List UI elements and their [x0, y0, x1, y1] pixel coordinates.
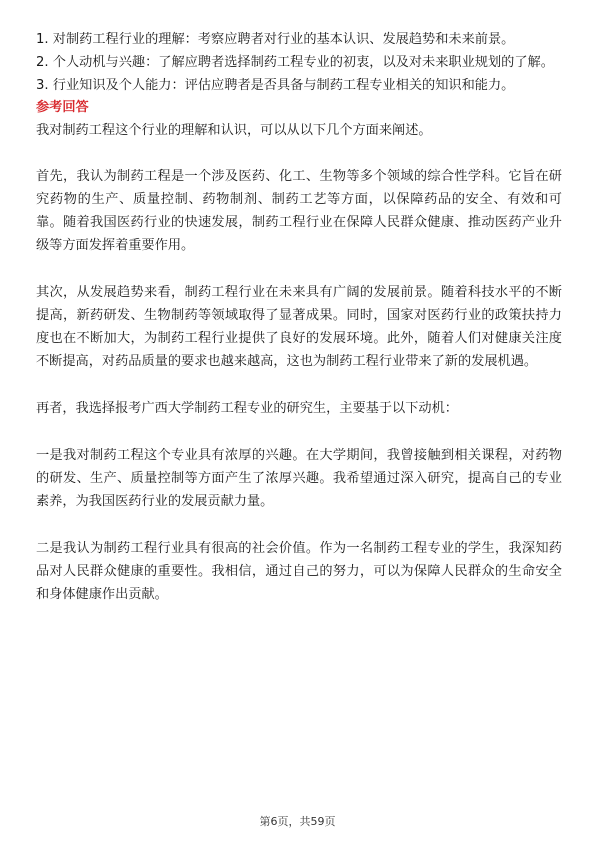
answer-paragraph-interest: 一是我对制药工程这个专业具有浓厚的兴趣。在大学期间，我曾接触到相关课程，对药物的研发、生产、质量控制等方面产生了浓厚兴趣。我希望通过深入研究，提高自己的专业素养，为我国医药行业的发展贡献力量。 — [36, 448, 562, 509]
paragraph-spacer — [36, 142, 562, 165]
reference-answer-heading: 参考回答 — [36, 100, 89, 115]
paragraph-spacer — [36, 420, 562, 444]
criterion-item: 1. 对制药工程行业的理解：考察应聘者对行业的基本认识、发展趋势和未来前景。 — [36, 32, 515, 47]
answer-paragraph-development-trend: 其次，从发展趋势来看，制药工程行业在未来具有广阔的发展前景。随着科技水平的不断提高，新药研发、生物制药等领域取得了显著成果。同时，国家对医药行业的政策扶持力度也在不断加大，为制药工程行业提供了良好的发展环境。此外，随着人们对健康关注度不断提高，对药品质量的要求也越来越高，这也为制药工程行业带来了新的发展机遇。 — [36, 285, 562, 369]
page-number-footer: 第6页，共59页 — [259, 815, 336, 828]
criterion-item: 3. 行业知识及个人能力：评估应聘者是否具备与制药工程专业相关的知识和能力。 — [36, 78, 515, 93]
answer-paragraph-industry-understanding: 首先，我认为制药工程是一个涉及医药、化工、生物等多个领域的综合性学科。它旨在研究药物的生产、质量控制、药物制剂、制药工艺等方面，以保障药品的安全、有效和可靠。随着我国医药行业的快速发展，制药工程行业在保障人民群众健康、推动医药产业升级等方面发挥着重要作用。 — [36, 169, 562, 253]
paragraph-spacer — [36, 513, 562, 537]
paragraph-spacer — [36, 257, 562, 281]
page-content — [36, 28, 562, 606]
answer-intro-paragraph: 我对制药工程这个行业的理解和认识，可以从以下几个方面来阐述。 — [36, 123, 432, 138]
criterion-item: 2. 个人动机与兴趣：了解应聘者选择制药工程专业的初衷，以及对未来职业规划的了解。 — [36, 55, 554, 70]
answer-paragraph-social-value: 二是我认为制药工程行业具有很高的社会价值。作为一名制药工程专业的学生，我深知药品对人民群众健康的重要性。我相信，通过自己的努力，可以为保障人民群众的生命安全和身体健康作出贡献。 — [36, 541, 562, 602]
evaluation-criteria-list — [36, 28, 562, 97]
paragraph-spacer — [36, 373, 562, 397]
answer-paragraph-motivation-intro: 再者，我选择报考广西大学制药工程专业的研究生，主要基于以下动机： — [36, 401, 458, 416]
